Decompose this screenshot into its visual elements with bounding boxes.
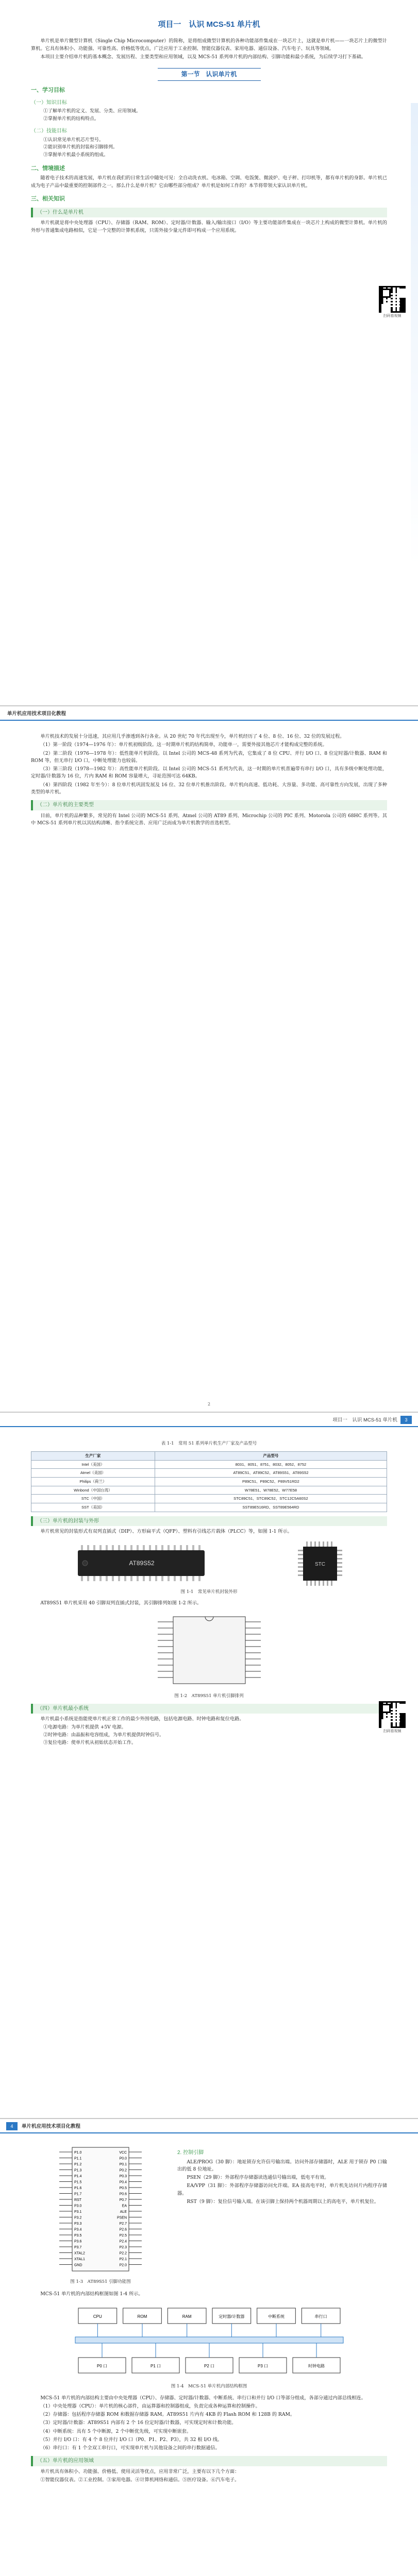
running-header-title: 项目一 认识 MCS-51 单片机 <box>332 1417 397 1423</box>
structure-block-label: CPU <box>93 2314 102 2319</box>
page-2 <box>0 706 418 1413</box>
table-cell: W78E51、W78E52、W77E58 <box>155 1486 387 1495</box>
table-cell: Intel（美国） <box>31 1460 155 1469</box>
qr-caption: 扫码看视频 <box>383 1730 402 1733</box>
page-4 <box>0 2119 418 2576</box>
minimum-system-item: ③复位电路：使单片机从初始状态开始工作。 <box>43 1740 137 1745</box>
knowledge-paragraph: 单片机就是将中央处理器（CPU）、存储器（RAM、ROM）、定时器/计数器、输入/输出接口（I/O）等主要功能部件集成在一块芯片上构成的微型计算机。单片机的外形与普通集成电路相似，它是一个完整的计算机系统，只需外接少量元件即可构成一个应用系统。 <box>31 220 387 233</box>
pin-label-left: P3.4 <box>74 2228 82 2232</box>
control-pin-item: PSEN（29 脚）：外部程序存储器读选通信号输出端，低电平有效。 <box>187 2175 329 2180</box>
structure-block-label: 时钟电路 <box>308 2364 325 2369</box>
knowledge-goal-item: ②掌握单片机的结构特点。 <box>43 116 99 122</box>
intro-paragraph-2: 本项目主要介绍单片机的基本概念、发展历程、主要类型和应用领域，以及 MCS-51 系列单片机的内部结构、引脚功能和最小系统，为后续学习打下基础。 <box>40 54 366 60</box>
knowledge-goal-item: ①了解单片机的定义、发展、分类、应用领域。 <box>43 109 141 114</box>
structure-paragraph: （6）串行口：有 1 个全双工串行口，可实现单片机与其他设备之间的串行数据通信。 <box>40 2445 220 2451</box>
pin-label-right: EA <box>122 2204 127 2208</box>
control-pin-item: EA/VPP（31 脚）：外部程序存储器访问允许端。EA 接高电平时，单片机先访问片内程序存储器。 <box>177 2183 387 2196</box>
pin-label-left: RST <box>74 2198 81 2202</box>
page-side-decoration <box>411 103 418 567</box>
table-header: 生产厂家 <box>31 1452 155 1461</box>
table-cell: SST89E516RD、SST89E564RD <box>155 1503 387 1512</box>
pin-label-right: P0.7 <box>119 2198 127 2202</box>
table-caption: 表 1-1 常用 51 系列单片机生产厂家及产品型号 <box>161 1441 257 1446</box>
heading-mcu-types: （二）单片机的主要类型 <box>31 800 387 810</box>
page-3 <box>0 1413 418 2119</box>
pin-label-right: P2.4 <box>119 2240 127 2244</box>
figure-caption: 图 1-3 AT89S51 引脚功能图 <box>70 2279 131 2284</box>
pin-label-right: P0.4 <box>119 2180 127 2184</box>
structure-block-label: 定时器/计数器 <box>218 2314 244 2319</box>
table-row <box>31 1469 387 1478</box>
block-diagram-paragraph: MCS-51 单片机的内部结构框图如图 1-4 所示。 <box>40 2291 143 2297</box>
structure-paragraph: MCS-51 单片机的内部结构主要由中央处理器（CPU）、存储器、定时器/计数器、中断系统、串行口和并行 I/O 口等部分组成，各部分通过内部总线相连。 <box>40 2395 366 2401</box>
table-cell: STC（中国） <box>31 1495 155 1503</box>
pin-label-right: ALE <box>120 2210 127 2214</box>
pin-label-left: P1.7 <box>74 2192 82 2196</box>
running-header-title: 单片机应用技术项目化教程 <box>22 2124 81 2129</box>
pin-label-left: P3.7 <box>74 2246 82 2249</box>
table-cell: P89C51、P89C52、P89V51RD2 <box>155 1478 387 1486</box>
structure-block-label: P3 口 <box>257 2364 268 2369</box>
pin-label-right: P2.1 <box>119 2258 127 2261</box>
structure-paragraph: （3）定时器/计数器：AT89S51 内部有 2 个 16 位定时器/计数器，可实现定时和计数功能。 <box>40 2420 237 2426</box>
page-number-badge: 3 <box>400 1416 412 1424</box>
table-row <box>31 1503 387 1512</box>
control-pin-item: RST（9 脚）：复位信号输入端。在该引脚上保持两个机器周期以上的高电平，单片机复位。 <box>187 2198 379 2205</box>
heading-applications: （五）单片机的应用领域 <box>31 2456 387 2466</box>
pin-label-left: P3.1 <box>74 2210 82 2214</box>
pin-label-right: P0.0 <box>119 2157 127 2161</box>
minimum-system-paragraph: 单片机最小系统是指能使单片机正常工作的最少外围电路，包括电源电路、时钟电路和复位电路。 <box>40 1716 244 1722</box>
heading-related-knowledge: 三、相关知识 <box>31 195 65 202</box>
table-row <box>31 1495 387 1503</box>
structure-paragraph: （1）中央处理器（CPU）：单片机的核心部件，由运算器和控制器组成，负责完成各种运算和控制操作。 <box>40 2403 260 2409</box>
pin-label-right: P0.2 <box>119 2168 127 2173</box>
block-diagram <box>31 2302 387 2379</box>
pin-label-right: P2.6 <box>119 2228 127 2232</box>
pin-label-left: P3.2 <box>74 2216 82 2220</box>
qr-caption: 扫码看视频 <box>383 314 402 318</box>
heading-learning-goals: 一、学习目标 <box>31 87 65 93</box>
structure-block-label: RAM <box>182 2314 192 2319</box>
pin-label-left: P3.3 <box>74 2222 82 2226</box>
pin-label-right: P2.3 <box>119 2246 127 2249</box>
body-paragraph: 单片机技术的发展十分迅速，其应用几乎渗透到各行各业。从 20 世纪 70 年代出现至今，单片机经历了 4 位、8 位、16 位、32 位的发展过程。 <box>40 734 345 739</box>
table-cell: Philips（荷兰） <box>31 1478 155 1486</box>
table-row <box>31 1478 387 1486</box>
pin-label-left: P3.0 <box>74 2204 82 2208</box>
pin-label-left: P3.5 <box>74 2234 82 2238</box>
chip-photos <box>31 1540 387 1587</box>
figure-caption: 图 1-1 常见单片机封装外形 <box>180 1589 238 1595</box>
skill-goal-item: ③掌握单片机最小系统的组成。 <box>43 152 109 158</box>
minimum-system-item: ②时钟电路：由晶振和电容组成，为单片机提供时钟信号。 <box>43 1732 164 1738</box>
scenario-paragraph: 随着电子技术的高速发展，单片机在我们的日常生活中随处可见：全自动洗衣机、电冰箱、空调、电饭煲、微波炉、电子秤、打印机等，都有单片机的身影。单片机已成为电子产品中最重要的控制部件之一。那么什么是单片机？它由哪些部分组成？单片机是如何工作的？本节将带领大家认识单片机。 <box>31 175 387 189</box>
running-header <box>0 1413 418 1427</box>
figure-caption: 图 1-4 MCS-51 单片机内部结构框图 <box>171 2384 247 2389</box>
applications-paragraph: ①智能仪器仪表。②工业控制。③家用电器。④计算机网络和通信。⑤医疗设备。⑥汽车电子。 <box>40 2477 240 2483</box>
control-pin-item: ALE/PROG（30 脚）：地址锁存允许信号输出端。访问外部存储器时，ALE 用于锁存 P0 口输出的低 8 位地址。 <box>177 2159 387 2172</box>
pin-function-figure <box>31 2145 170 2290</box>
heading-scenario: 二、情境描述 <box>31 165 65 172</box>
pin-label-right: P0.5 <box>119 2187 127 2190</box>
heading-knowledge-goals: （一）知识目标 <box>31 99 67 106</box>
internal-bus <box>75 2337 343 2343</box>
heading-skill-goals: （二）技能目标 <box>31 128 67 134</box>
pin-label-left: GND <box>74 2263 82 2267</box>
pinout-chip-drawing <box>116 1612 302 1689</box>
table-cell: 8031、8051、8751、8032、8052、8752 <box>155 1460 387 1469</box>
table-row <box>31 1460 387 1469</box>
pin-label-right: P2.7 <box>119 2222 127 2226</box>
body-paragraph: （1）第一阶段（1974—1976 年）：单片机初级阶段。这一时期单片机的结构简单，功能单一，需要外接其他芯片才能构成完整的系统。 <box>40 742 327 748</box>
minimum-system-item: ①电源电路：为单片机提供 +5V 电源。 <box>43 1724 126 1730</box>
pin-label-right: PSEN <box>116 2216 127 2220</box>
pin-label-left: P1.1 <box>74 2157 82 2161</box>
structure-block-label: P0 口 <box>96 2364 107 2369</box>
table-cell: AT89C51、AT89C52、AT89S51、AT89S52 <box>155 1469 387 1478</box>
running-header-title: 单片机应用技术项目化教程 <box>7 711 66 717</box>
pin-label-left: P3.6 <box>74 2240 82 2244</box>
pin-label-right: VCC <box>119 2151 127 2155</box>
pin-function-diagram <box>31 2145 170 2274</box>
project-title: 项目一 认识 MCS-51 单片机 <box>158 20 260 29</box>
running-header <box>0 2119 418 2133</box>
running-header <box>0 706 418 721</box>
pin-label-left: P1.3 <box>74 2168 82 2173</box>
structure-block-label: P2 口 <box>204 2364 214 2369</box>
table-row <box>31 1486 387 1495</box>
structure-block-label: ROM <box>137 2314 147 2319</box>
skill-goal-item: ②能识别单片机的封装和引脚排列。 <box>43 145 118 150</box>
structure-paragraph: （2）存储器：包括程序存储器 ROM 和数据存储器 RAM。AT89S51 片内有 4KB 的 Flash ROM 和 128B 的 RAM。 <box>40 2412 295 2418</box>
qr-code-block[interactable] <box>377 1701 408 1735</box>
structure-block-label: P1 口 <box>150 2364 161 2369</box>
qr-code-block[interactable] <box>377 286 408 319</box>
intro-paragraph-1: 单片机是单片微型计算机（Single Chip Microcomputer）的简称，是将组成微型计算机的各种功能部件集成在一块芯片上，这就是单片机——一块芯片上的微型计算机。它具有体积小、功能强、可靠性高、价格低等优点，广泛应用于工业控制、智能仪器仪表、家用电器、通信设备、汽车电子、玩具等领域。 <box>31 38 387 52</box>
manufacturer-table <box>31 1451 387 1512</box>
chip2-label: STC <box>314 1562 325 1568</box>
body-paragraph: （2）第二阶段（1976—1978 年）：低性能单片机阶段。以 Intel 公司的 MCS-48 系列为代表，它集成了 8 位 CPU、并行 I/O 口、8 位定时器/计数器、RAM 和 ROM 等，但无串行 I/O 口，中断处理能力也较弱。 <box>31 750 387 764</box>
pin-label-left: P1.6 <box>74 2187 82 2190</box>
body-paragraph: （4）第四阶段（1982 年至今）：8 位单片机巩固发展及 16 位、32 位单片机推出阶段。单片机向高速、低功耗、大容量、多功能、高可靠性方向发展，出现了多种类型的单片机。 <box>31 782 387 795</box>
qr-code-icon <box>379 1701 406 1728</box>
pin-label-left: P1.0 <box>74 2151 82 2155</box>
pin-paragraph: AT89S51 单片机采用 40 引脚双列直插式封装，其引脚排列如图 1-2 所示。 <box>40 1600 202 1606</box>
pin-label-right: P2.0 <box>119 2263 127 2267</box>
pin-layout-diagram <box>31 1612 387 1689</box>
table-header: 产品型号 <box>155 1452 387 1461</box>
body-paragraph: （3）第三阶段（1978—1982 年）：高性能单片机阶段。以 Intel 公司的 MCS-51 系列为代表，这一时期的单片机普遍带有串行 I/O 口，具有多级中断处理功能，定时器/计数器为 16 位，片内 RAM 和 ROM 容量增大，寻址范围可达 64KB。 <box>31 766 387 779</box>
heading-control-pins: 2. 控制引脚 <box>177 2150 204 2156</box>
pin-label-left: XTAL1 <box>74 2258 85 2261</box>
structure-block-label: 中断系统 <box>267 2314 285 2319</box>
chip1-label: AT89S52 <box>129 1560 155 1567</box>
figure-caption: 图 1-2 AT89S51 单片机引脚排列 <box>174 1693 244 1699</box>
qfp-chip-image <box>297 1540 343 1587</box>
table-cell: SST（美国） <box>31 1503 155 1512</box>
pin-label-left: XTAL2 <box>74 2251 85 2256</box>
pin-label-left: P1.2 <box>74 2163 82 2166</box>
dip-chip-image <box>75 1543 209 1584</box>
structure-paragraph: （5）并行 I/O 口：有 4 个 8 位并行 I/O 口（P0、P1、P2、P3），共 32 根 I/O 线。 <box>40 2436 223 2443</box>
page-number-badge: 4 <box>6 2122 18 2130</box>
pin-label-right: P0.6 <box>119 2192 127 2196</box>
pin-label-left: P1.5 <box>74 2180 82 2184</box>
table-cell: STC89C51、STC89C52、STC12C5A60S2 <box>155 1495 387 1503</box>
section-title: 第一节 认识单片机 <box>158 68 261 81</box>
qr-code-icon <box>379 286 406 313</box>
structure-paragraph: （4）中断系统：具有 5 个中断源，2 个中断优先级，可实现中断嵌套。 <box>40 2428 192 2434</box>
pin-label-right: P2.5 <box>119 2234 127 2238</box>
heading-minimum-system: （四）单片机最小系统 <box>31 1704 387 1714</box>
structure-block-label: 串行口 <box>314 2314 327 2319</box>
heading-what-is-mcu: （一）什么是单片机 <box>31 208 387 218</box>
pin-label-right: P0.3 <box>119 2175 127 2178</box>
internal-structure-diagram <box>65 2302 354 2379</box>
types-paragraph: 目前，单片机的品种繁多，常见的有 Intel 公司的 MCS-51 系列、Atmel 公司的 AT89 系列、Microchip 公司的 PIC 系列、Motorola 公司的 68HC 系列等。其中 MCS-51 系列单片机以其结构清晰、指令系统完善、应用广泛而成为单片机教学的首选机型。 <box>31 812 387 826</box>
package-paragraph: 单片机常见的封装形式有双列直插式（DIP）、方形扁平式（QFP）、塑料有引线芯片载体（PLCC）等，如图 1-1 所示。 <box>40 1529 292 1535</box>
page-1 <box>0 0 418 706</box>
page-number: 2 <box>207 1401 211 1406</box>
pin-label-right: P0.1 <box>119 2163 127 2166</box>
table-cell: Winbond（中国台湾） <box>31 1486 155 1495</box>
table-cell: Atmel（美国） <box>31 1469 155 1478</box>
skill-goal-item: ①认识常见单片机芯片型号。 <box>43 137 104 143</box>
pin-label-right: P2.2 <box>119 2251 127 2256</box>
pin-label-left: P1.4 <box>74 2175 82 2178</box>
applications-paragraph: 单片机具有体积小、功能强、价格低、使用灵活等优点，应用非常广泛，主要有以下几个方面： <box>40 2468 240 2475</box>
heading-package: （三）单片机的封装与外形 <box>31 1516 387 1527</box>
